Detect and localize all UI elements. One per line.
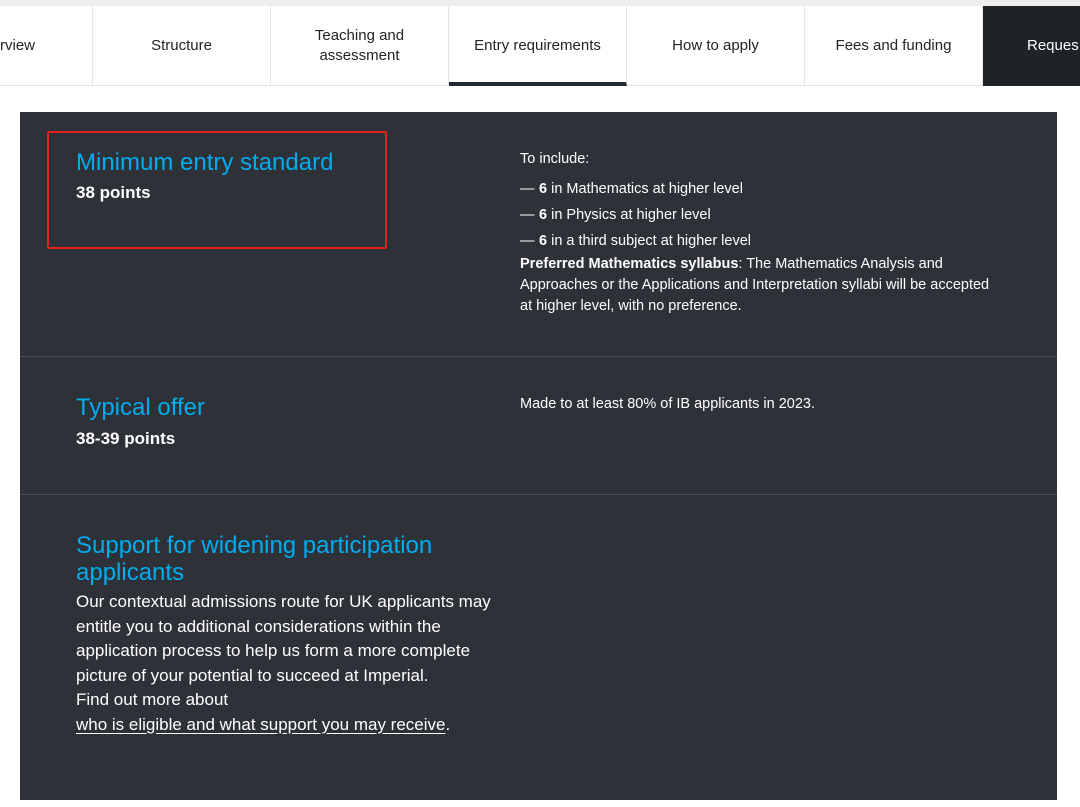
- link-suffix: .: [445, 714, 451, 734]
- tab-overview[interactable]: [0, 6, 93, 86]
- tab-label: Structure: [151, 37, 212, 54]
- requirement-text: in Mathematics at higher level: [547, 181, 743, 197]
- requirement-grade: 6: [539, 207, 548, 223]
- requirement-item: [520, 179, 990, 200]
- eligibility-link[interactable]: who is eligible and what support you may receive: [76, 714, 446, 734]
- tab-label: Teaching and assessment: [314, 27, 405, 64]
- tab-request-info[interactable]: [983, 6, 1080, 86]
- tab-label: Entry requirements: [474, 37, 601, 54]
- typical-offer-row: [20, 357, 1057, 495]
- tab-how-to-apply[interactable]: [627, 6, 805, 86]
- highlight-annotation-box: [47, 131, 387, 249]
- requirement-grade: 6: [539, 181, 548, 197]
- dash-glyph: —: [520, 181, 535, 197]
- requirement-item: [520, 231, 990, 252]
- typical-offer-note: Made to at least 80% of IB applicants in 2023.: [520, 396, 816, 412]
- requirement-grade: 6: [539, 233, 548, 249]
- to-include-label: To include:: [520, 151, 590, 167]
- tab-label: Reques: [1027, 37, 1079, 54]
- syllabus-note: [520, 254, 990, 317]
- requirement-item: [520, 205, 990, 226]
- tab-fees-and-funding[interactable]: [805, 6, 983, 86]
- tab-label: Fees and funding: [835, 37, 952, 54]
- requirement-text: in Physics at higher level: [547, 207, 711, 223]
- support-body: Our contextual admissions route for UK applicants may entitle you to additional considerations within the application process to help us form a more complete picture of your potential to succeed at Imperial.: [76, 592, 491, 685]
- syllabus-text: : The Mathematics Analysis and Approaches or the Applications and Interpretation syllabi will be accepted at higher level, with no preference.: [520, 256, 990, 314]
- support-description: [76, 590, 496, 737]
- support-link-line: [76, 713, 496, 738]
- support-heading: Support for widening participation applicants: [76, 532, 433, 586]
- support-row: [20, 495, 1057, 800]
- minimum-entry-heading: Minimum entry standard: [76, 149, 334, 176]
- tab-structure[interactable]: [93, 6, 271, 86]
- typical-offer-points: 38-39 points: [76, 429, 176, 448]
- typical-offer-heading: Typical offer: [76, 394, 205, 421]
- tab-label: rview: [0, 37, 36, 54]
- dash-glyph: —: [520, 233, 535, 249]
- requirement-text: in a third subject at higher level: [547, 233, 751, 249]
- minimum-entry-points: 38 points: [76, 183, 151, 202]
- syllabus-label: Preferred Mathematics syllabus: [520, 256, 739, 272]
- minimum-entry-details: [520, 149, 990, 317]
- find-out-more-label: Find out more about: [76, 690, 229, 709]
- course-tab-bar: [0, 0, 1080, 86]
- tab-label: How to apply: [672, 37, 759, 54]
- tab-teaching-and-assessment[interactable]: [271, 6, 449, 86]
- tab-entry-requirements[interactable]: [449, 6, 627, 86]
- dash-glyph: —: [520, 207, 535, 223]
